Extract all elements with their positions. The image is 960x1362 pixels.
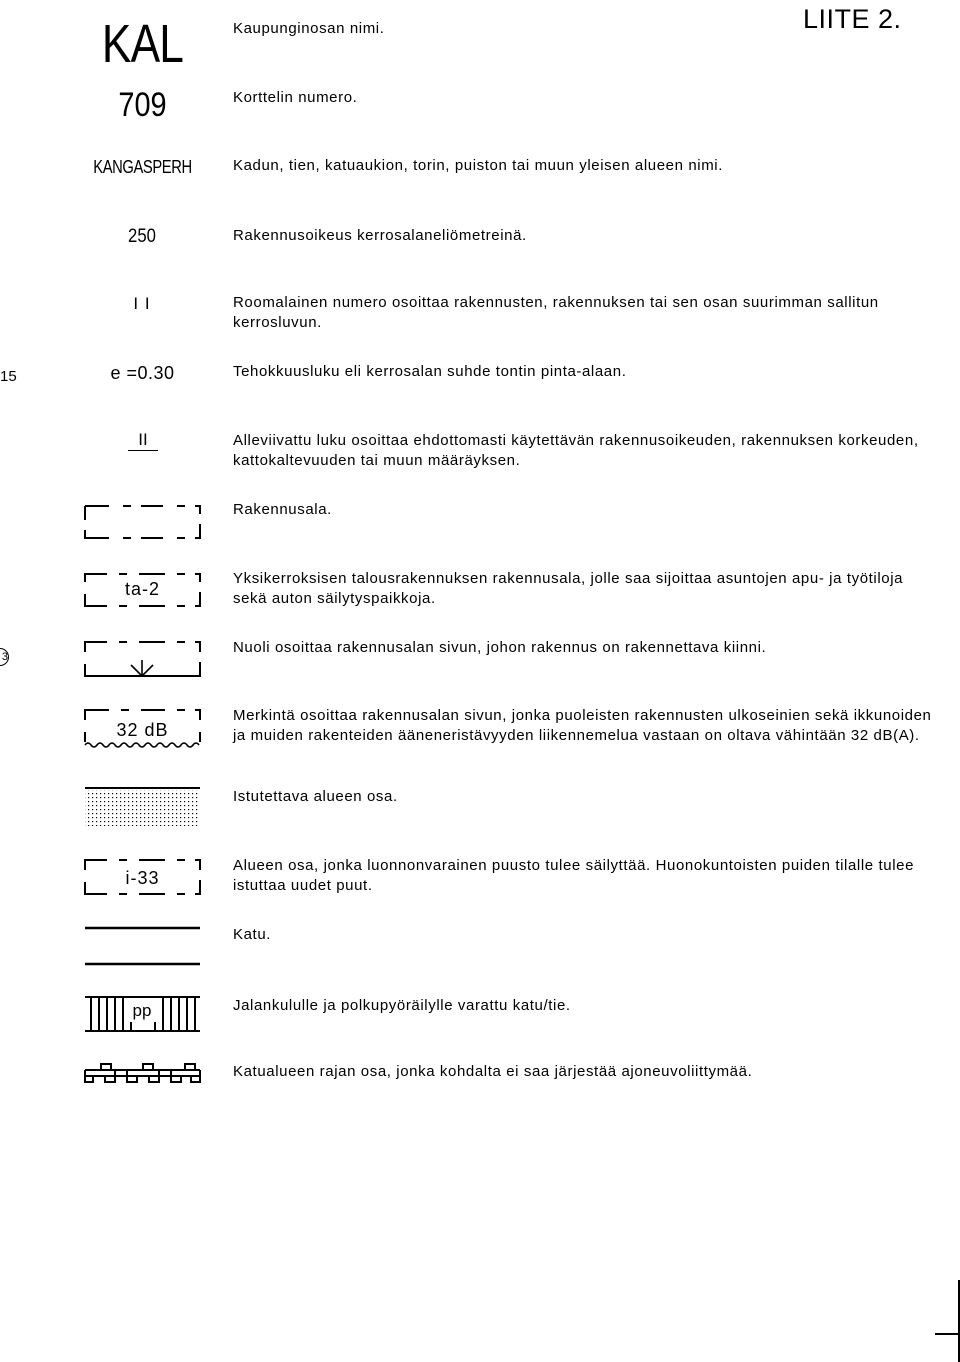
margin-circle-mark — [0, 648, 9, 666]
symbol-pedestrian-label: pp — [126, 1001, 158, 1021]
desc-building-area: Rakennusala. — [233, 501, 332, 518]
margin-circle-text: 3 — [1, 651, 8, 663]
desc-block-number: Korttelin numero. — [233, 89, 358, 106]
desc-district-name: Kaupunginosan nimi. — [233, 20, 385, 37]
planting-area-symbol — [83, 784, 203, 830]
desc-mandatory-wall: Nuoli osoittaa rakennusalan sivun, johon rakennus on rakennettava kiinni. — [233, 639, 767, 656]
no-access-symbol — [83, 1060, 203, 1090]
desc-pedestrian-cycle: Jalankululle ja polkupyöräilylle varattu katu/tie. — [233, 997, 571, 1014]
symbol-block-number: 709 — [118, 86, 167, 124]
symbol-efficiency: e =0.30 — [110, 363, 175, 383]
symbol-storeys: I I — [133, 294, 151, 313]
symbol-floor-area: 250 — [128, 226, 156, 247]
symbol-mandatory: II — [128, 430, 158, 451]
mandatory-wall-symbol — [83, 638, 203, 680]
desc-street: Katu. — [233, 926, 272, 943]
desc-outbuilding: Yksikerroksisen talousrakennuksen rakennusala, jolle saa sijoittaa asuntojen apu- ja työtiloja sekä auton säilytyspaikkoja. — [233, 570, 908, 607]
symbol-street-name: KANGASPERH — [93, 157, 192, 177]
symbol-noise-label: 32 dB — [116, 720, 169, 740]
desc-noise-insulation: Merkintä osoittaa rakennusalan sivun, jonka puoleisten rakennusten ulkoseinien sekä ikkunoiden ja muiden rakenteiden ääneneristävyyden liikennemelua vastaan on oltava vähintään 32 dB(A). — [233, 707, 937, 744]
building-area-symbol — [83, 500, 203, 542]
desc-efficiency: Tehokkuusluku eli kerrosalan suhde tontin pinta-alaan. — [233, 363, 627, 380]
desc-storeys: Roomalainen numero osoittaa rakennusten, rakennuksen tai sen osan suurimman sallitun kerrosluvun. — [233, 294, 884, 331]
arrow-down-icon — [131, 660, 153, 676]
symbol-outbuilding-label: ta-2 — [124, 579, 161, 599]
desc-no-access: Katualueen rajan osa, jonka kohdalta ei saa järjestää ajoneuvoliittymää. — [233, 1063, 753, 1080]
desc-floor-area: Rakennusoikeus kerrosalaneliömetreinä. — [233, 227, 527, 244]
street-symbol — [83, 924, 203, 970]
desc-tree-preserve: Alueen osa, jonka luonnonvarainen puusto tulee säilyttää. Huonokuntoisten puiden tilalle tulee istuttaa uudet puut. — [233, 857, 919, 894]
margin-number: 15 — [0, 368, 17, 385]
appendix-label: LIITE 2. — [803, 4, 902, 34]
corner-mark — [935, 1333, 960, 1335]
desc-street-name: Kadun, tien, katuaukion, torin, puiston tai muun yleisen alueen nimi. — [233, 157, 724, 174]
symbol-tree-preserve-label: i-33 — [125, 868, 160, 888]
desc-planting-area: Istutettava alueen osa. — [233, 788, 398, 805]
desc-mandatory: Alleviivattu luku osoittaa ehdottomasti käytettävän rakennusoikeuden, rakennuksen korkeuden, kattokaltevuuden tai muun määräyksen. — [233, 432, 924, 469]
symbol-district-name: KAL — [101, 14, 184, 74]
